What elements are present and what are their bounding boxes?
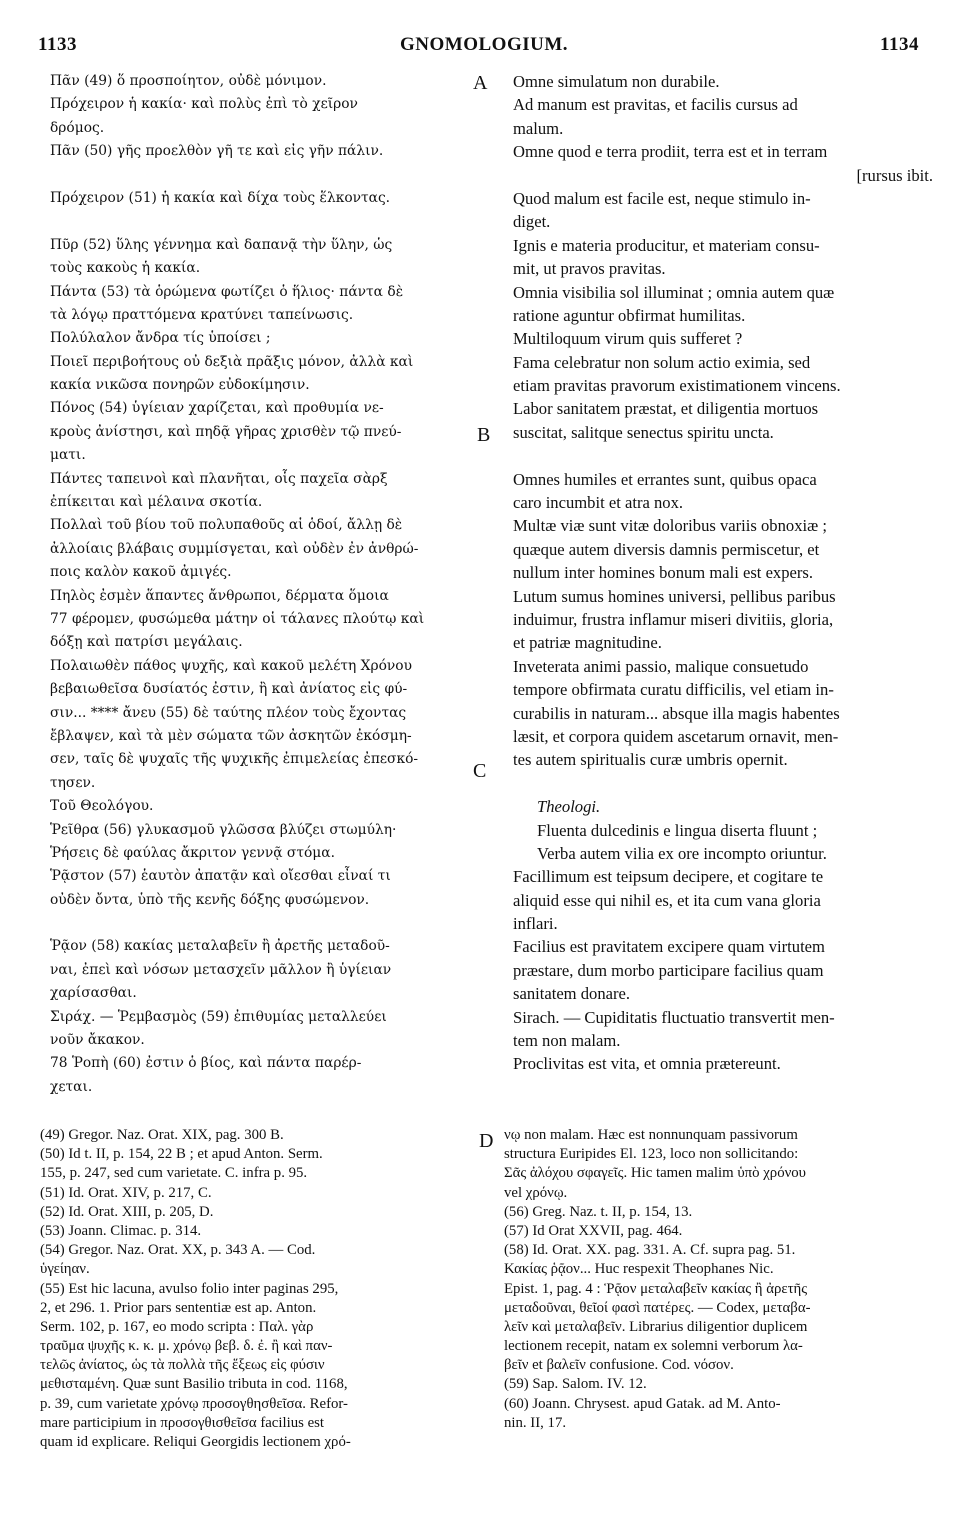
- left-page-number: 1133: [38, 34, 77, 55]
- footnotes-right: [504, 1126, 934, 1433]
- footnote-line: τραῦμα ψυχῆς κ. κ. μ. χρόνῳ βεβ. δ. ἐ. ἢ καὶ παν-: [40, 1338, 333, 1355]
- greek-line: ποις καλὸν κακοῦ ἀμιγές.: [50, 564, 232, 581]
- latin-line: et patriæ magnitudine.: [513, 633, 662, 653]
- footnote-line: βεῖν et βαλεῖν confusione. Cod. νόσον.: [504, 1357, 734, 1374]
- greek-line: Τοῦ Θεολόγου.: [50, 798, 154, 815]
- latin-line: Quod malum est facile est, neque stimulo in-: [513, 188, 811, 208]
- latin-line: læsit, et corpora quidem ascetarum ornavit, men-: [513, 726, 839, 746]
- footnote-line: μεταδοῦναι, θεῖοί φασὶ πατέρες. — Codex, μεταβα-: [504, 1299, 811, 1316]
- footnote-line: Epist. 1, pag. 4 : Ῥᾷον μεταλαβεῖν κακίας ἢ ἀρετῆς: [504, 1280, 808, 1297]
- latin-line: Ad manum est pravitas, et facilis cursus ad: [513, 95, 798, 115]
- greek-line: [50, 164, 490, 187]
- greek-text-column: [50, 70, 490, 1099]
- footnote-line: (53) Joann. Climac. p. 314.: [40, 1222, 202, 1239]
- greek-line: ἐπίκειται καὶ μέλαινα σκοτία.: [50, 494, 263, 511]
- footnote-line: quam id explicare. Reliqui Georgidis lectionem χρό-: [40, 1434, 351, 1450]
- latin-line: mit, ut pravos pravitas.: [513, 259, 666, 279]
- greek-line: χαρίσασθαι.: [50, 985, 137, 1002]
- greek-line: Ποιεῖ περιβοήτους οὐ δεξιὰ πρᾶξις μόνον, ἀλλὰ καὶ: [50, 353, 414, 370]
- latin-line: Fluenta dulcedinis e lingua diserta fluunt ;: [537, 820, 818, 840]
- latin-line: Omne simulatum non durabile.: [513, 72, 720, 91]
- margin-letter-c: C: [473, 760, 487, 782]
- greek-line: οὐδὲν ὄντα, ὑπὸ τῆς κενῆς δόξης φυσώμενον.: [50, 891, 370, 908]
- footnote-line: (56) Greg. Naz. t. II, p. 154, 13.: [504, 1203, 693, 1220]
- greek-line: χεται.: [50, 1078, 93, 1095]
- margin-letter-a: A: [473, 72, 488, 94]
- footnote-line: 2, et 296. 1. Prior pars sententiæ est ap. Anton.: [40, 1299, 317, 1316]
- latin-line: sanitatem donare.: [513, 984, 631, 1004]
- greek-line: Πηλὸς ἐσμὲν ἅπαντες ἄνθρωποι, δέρματα ὅμοια: [50, 587, 389, 604]
- greek-line: Πολλαὶ τοῦ βίου τοῦ πολυπαθοῦς αἱ ὁδοί, ἄλλῃ δὲ: [50, 517, 403, 534]
- greek-line: 77 φέρομεν, φυσώμεθα μάτην οἱ τάλανες πλούτῳ καὶ: [50, 610, 425, 627]
- greek-line: ναι, ἐπεὶ καὶ νόσων μετασχεῖν μᾶλλον ἢ ὑγίειαν: [50, 961, 392, 978]
- greek-line: Ῥᾷον (58) κακίας μεταλαβεῖν ἢ ἀρετῆς μεταδοῦ-: [50, 938, 390, 955]
- footnote-line: ὑγείηαν.: [40, 1261, 90, 1278]
- latin-line: diget.: [513, 212, 551, 232]
- latin-line: tem non malam.: [513, 1031, 621, 1051]
- running-title: GNOMOLOGIUM.: [400, 34, 569, 55]
- footnote-line: (57) Id Orat XXVII, pag. 464.: [504, 1222, 683, 1239]
- greek-line: Πόνος (54) ὑγίειαν χαρίζεται, καὶ προθυμία νε-: [50, 400, 384, 417]
- footnote-line: (58) Id. Orat. XX. pag. 331. A. Cf. supra pag. 51.: [504, 1242, 796, 1259]
- greek-line: Σιράχ. — Ῥεμβασμὸς (59) ἐπιθυμίας μεταλλεύει: [50, 1008, 387, 1025]
- latin-line: Labor sanitatem præstat, et diligentia mortuos: [513, 399, 819, 419]
- footnotes-left: [40, 1126, 490, 1452]
- latin-line: suscitat, salitque senectus spiritu uncta.: [513, 422, 774, 442]
- latin-line: præstare, dum morbo participare facilius quam: [513, 960, 824, 980]
- latin-line: caro incumbit et atra nox.: [513, 493, 684, 513]
- latin-line: Inveterata animi passio, malique consuetudo: [513, 656, 809, 676]
- greek-line: Πρόχειρον ἡ κακία· καὶ πολὺς ἐπὶ τὸ χεῖρον: [50, 96, 358, 113]
- footnote-line: vel χρόνῳ.: [504, 1184, 568, 1201]
- latin-line: [513, 772, 933, 795]
- greek-line: δρόμος.: [50, 119, 105, 136]
- greek-line: Ῥεῖθρα (56) γλυκασμοῦ γλῶσσα βλύζει στωμύλη·: [50, 821, 397, 838]
- latin-line: inflari.: [513, 914, 558, 934]
- greek-line: Πᾶν (50) γῆς προελθὸν γῆ τε καὶ εἰς γῆν πάλιν.: [50, 143, 384, 160]
- latin-line: Facillimum est teipsum decipere, et cogitare te: [513, 867, 824, 887]
- footnote-line: λεῖν καὶ μεταλαβεῖν. Librarius diligentior duplicem: [504, 1318, 808, 1335]
- footnote-line: Serm. 102, p. 167, eo modo scripta : Παλ. γὰρ: [40, 1318, 314, 1335]
- footnote-line: (55) Est hic lacuna, avulso folio inter paginas 295,: [40, 1280, 339, 1297]
- greek-line: Πῦρ (52) ὕλης γέννημα καὶ δαπανᾷ τὴν ὕλην, ὡς: [50, 236, 393, 253]
- latin-line: curabilis in naturam... absque illa magis habentes: [513, 703, 840, 723]
- margin-letter-d: D: [479, 1130, 494, 1152]
- greek-line: 78 Ῥοπὴ (60) ἐστιν ὁ βίος, καὶ πάντα παρέρ-: [50, 1055, 362, 1072]
- latin-line: [rursus ibit.: [856, 165, 933, 185]
- latin-line: etiam pravitas pravorum existimationem vincens.: [513, 376, 841, 396]
- latin-line: induimur, frustra inflamur miseri divitiis, gloria,: [513, 609, 834, 629]
- footnote-line: structura Euripides El. 123, loco non sollicitando:: [504, 1146, 799, 1163]
- footnote-line: μεθισταμένη. Quæ sunt Basilio tributa in cod. 1168,: [40, 1376, 348, 1393]
- footnote-line: lectionem recepit, natam ex solemni verborum λα-: [504, 1338, 803, 1355]
- latin-line: Sirach. — Cupiditatis fluctuatio transvertit men-: [513, 1007, 835, 1027]
- footnote-line: Κακίας ῥᾷον... Huc respexit Theophanes Nic.: [504, 1261, 774, 1278]
- latin-line: Ignis e materia producitur, et materiam consu-: [513, 235, 820, 255]
- greek-line: τησεν.: [50, 774, 96, 791]
- footnote-line: mare participium in προσογθισθεῖσα facilius est: [40, 1414, 325, 1431]
- greek-line: κροὺς ἀνίστησι, καὶ πηδᾷ γῆρας χρισθὲν τῷ πνεύ-: [50, 423, 402, 440]
- latin-line: Theologi.: [537, 797, 601, 817]
- latin-line: [513, 444, 933, 467]
- greek-line: ἔβλαψεν, καὶ τὰ μὲν σώματα τῶν ἀσκητῶν ἐκόσμη-: [50, 727, 412, 744]
- margin-letter-b: B: [477, 424, 491, 446]
- greek-line: βεβαιωθεῖσα δυσίατός ἐστιν, ἢ καὶ ἀνίατος εἰς φύ-: [50, 681, 408, 698]
- latin-line: aliquid esse qui nihil es, et ita cum vana gloria: [513, 890, 821, 910]
- greek-line: ἀλλοίαις βλάβαις συμμίσγεται, καὶ οὐδὲν ἐν ἀνθρώ-: [50, 540, 419, 557]
- latin-line: tempore obfirmata curatu difficilis, vel etiam in-: [513, 680, 834, 700]
- footnote-line: nin. II, 17.: [504, 1414, 567, 1431]
- greek-line: Ῥᾷστον (57) ἑαυτὸν ἀπατᾷν καὶ οἴεσθαι εἶναί τι: [50, 868, 391, 885]
- greek-line: ματι.: [50, 447, 86, 464]
- footnote-line: (54) Gregor. Naz. Orat. XX, p. 343 A. — Cod.: [40, 1242, 316, 1259]
- latin-line: Multæ viæ sunt vitæ doloribus variis obnoxiæ ;: [513, 516, 827, 536]
- greek-line: [50, 210, 490, 233]
- footnote-line: p. 39, cum varietate χρόνῳ προσογθησθεῖσα. Refor-: [40, 1395, 348, 1412]
- greek-line: κακία νικῶσα πονηρῶν εὐδοκίμησιν.: [50, 377, 310, 394]
- greek-line: τοὺς κακοὺς ἡ κακία.: [50, 260, 201, 277]
- greek-line: Πάντα (53) τὰ ὁρώμενα φωτίζει ὁ ἥλιος· πάντα δὲ: [50, 283, 404, 300]
- latin-line: Facilius est pravitatem excipere quam virtutem: [513, 937, 825, 957]
- footnote-line: νῳ non malam. Hæc est nonnunquam passivorum: [504, 1127, 798, 1143]
- greek-line: νοῦν ἄκακον.: [50, 1032, 145, 1049]
- greek-line: σεν, ταῖς δὲ ψυχαῖς τῆς ψυχικῆς ἐπιμελείας ἐπεσκό-: [50, 751, 419, 768]
- footnote-line: (51) Id. Orat. XIV, p. 217, C.: [40, 1184, 212, 1201]
- footnote-line: τελῶς ἀνίατος, ὡς τὰ πολλὰ τῆς ἕξεως εἰς φύσιν: [40, 1357, 325, 1374]
- latin-line: Lutum sumus homines universi, pellibus paribus: [513, 586, 836, 606]
- footnote-line: (49) Gregor. Naz. Orat. XIX, pag. 300 B.: [40, 1127, 284, 1143]
- greek-line: σιν... **** ἄνευ (55) δὲ ταύτης πλέον τοὺς ἔχοντας: [50, 704, 407, 721]
- latin-line: Verba autem vilia ex ore incompto oriuntur.: [537, 843, 827, 863]
- latin-line: Proclivitas est vita, et omnia prætereunt.: [513, 1054, 781, 1074]
- footnote-line: (52) Id. Orat. XIII, p. 205, D.: [40, 1203, 214, 1220]
- greek-line: τὰ λόγῳ πραττόμενα κρατύνει ταπείνωσις.: [50, 306, 354, 323]
- right-page-number: 1134: [880, 34, 919, 55]
- latin-line: Omnes humiles et errantes sunt, quibus opaca: [513, 469, 817, 489]
- footnote-line: Σᾶς ἀλόχου σφαγεῖς. Hic tamen malim ὑπὸ χρόνου: [504, 1165, 807, 1182]
- latin-line: quæque autem diversis damnis permiscetur, et: [513, 539, 820, 559]
- greek-line: Πολαιωθὲν πάθος ψυχῆς, καὶ κακοῦ μελέτη Χρόνου: [50, 657, 412, 674]
- greek-line: δόξῃ καὶ πατρίσι μεγάλαις.: [50, 634, 243, 651]
- greek-line: Πρόχειρον (51) ἡ κακία καὶ δίχα τοὺς ἕλκοντας.: [50, 189, 391, 206]
- footnote-line: (59) Sap. Salom. IV. 12.: [504, 1376, 647, 1393]
- greek-line: Πάντες ταπεινοὶ καὶ πλανῆται, οἷς παχεῖα σὰρξ: [50, 470, 388, 487]
- latin-line: Omnia visibilia sol illuminat ; omnia autem quæ: [513, 282, 835, 302]
- latin-line: Multiloquum virum quis sufferet ?: [513, 329, 743, 349]
- latin-line: Fama celebratur non solum actio eximia, sed: [513, 352, 811, 372]
- footnote-line: (60) Joann. Chrysest. apud Gatak. ad M. Anto-: [504, 1395, 781, 1412]
- latin-line: nullum inter homines bonum mali est expers.: [513, 563, 814, 583]
- footnote-line: (50) Id t. II, p. 154, 22 B ; et apud Anton. Serm.: [40, 1146, 323, 1163]
- greek-line: Ῥήσεις δὲ φαύλας ἄκριτον γεννᾷ στόμα.: [50, 844, 335, 861]
- latin-line: malum.: [513, 118, 564, 138]
- latin-line: tes autem spiritualis curæ umbris opernit.: [513, 750, 788, 770]
- latin-line: Omne quod e terra prodiit, terra est et in terram: [513, 142, 828, 162]
- greek-line: Πᾶν (49) ὅ προσποίητον, οὐδὲ μόνιμον.: [50, 73, 327, 89]
- latin-text-column: [513, 70, 933, 1076]
- greek-line: [50, 912, 490, 935]
- footnote-line: 155, p. 247, sed cum varietate. C. infra p. 95.: [40, 1165, 308, 1182]
- greek-line: Πολύλαλον ἄνδρα τίς ὑποίσει ;: [50, 330, 271, 347]
- latin-line: ratione aguntur obfirmat humilitas.: [513, 305, 746, 325]
